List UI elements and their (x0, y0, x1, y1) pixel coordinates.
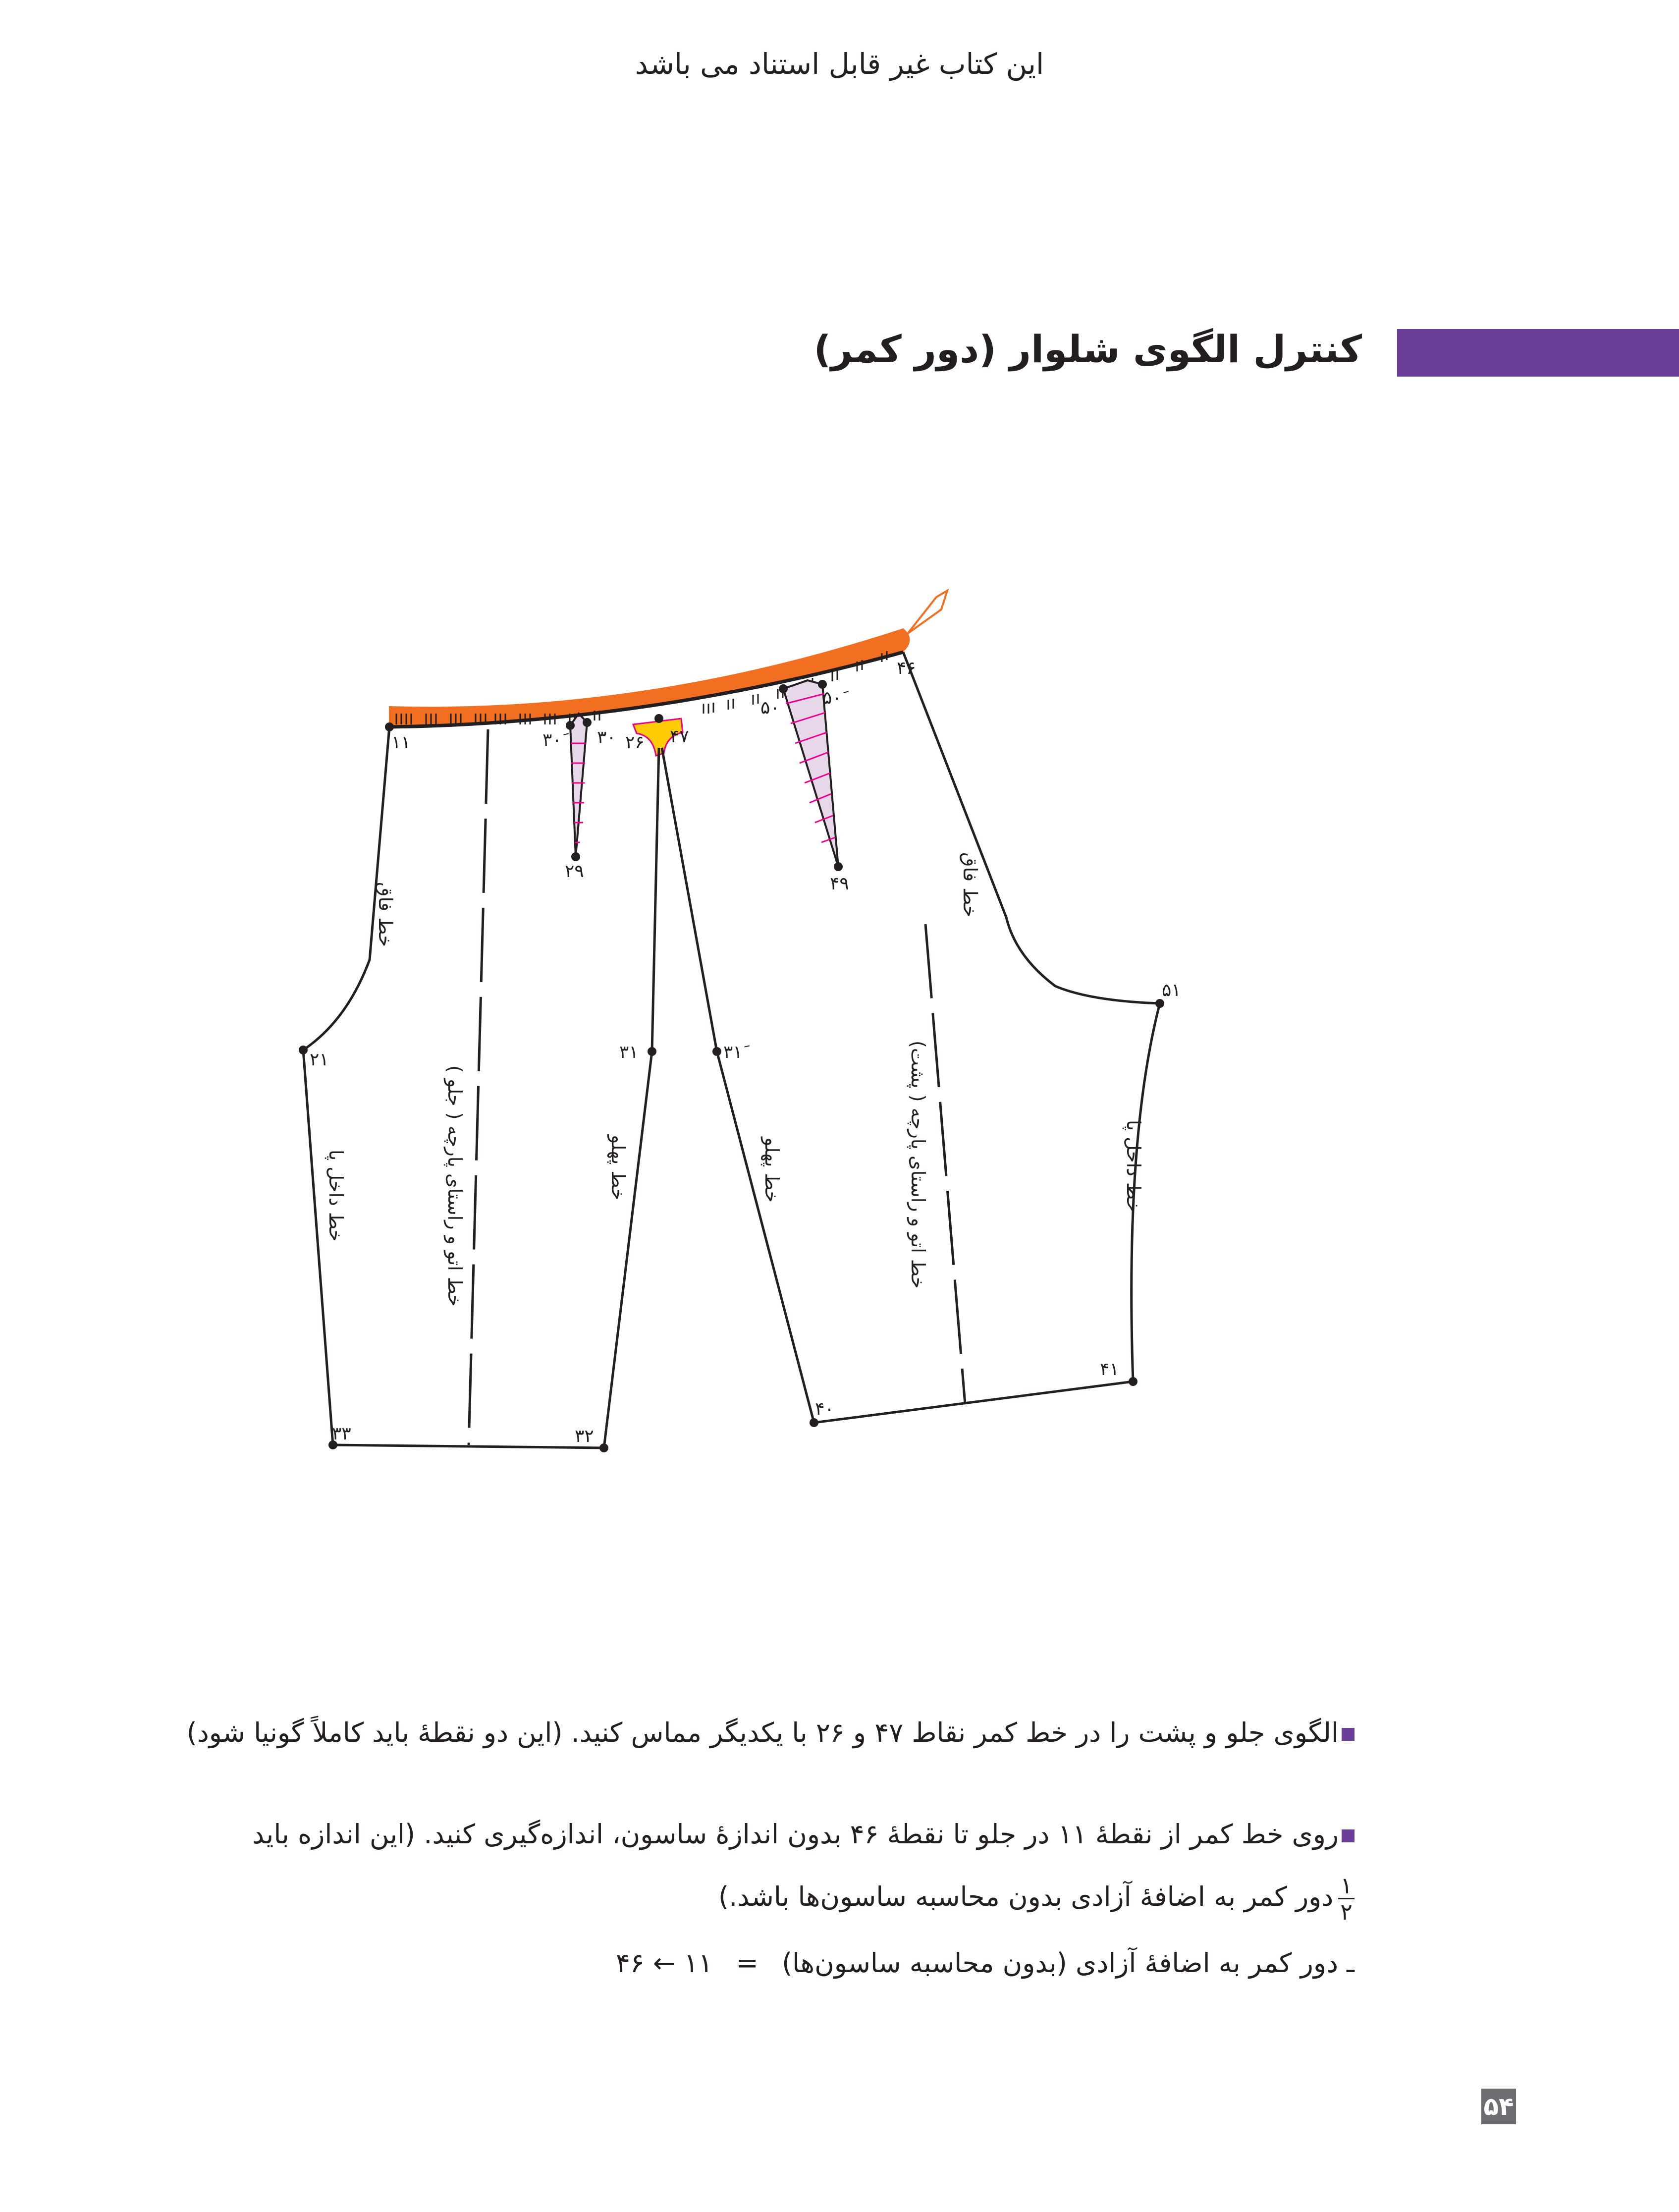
section-title: کنترل الگوی شلوار (دور کمر) (813, 327, 1362, 371)
tape-end-icon (903, 591, 947, 639)
label-side-back: خط پهلو (761, 1137, 783, 1203)
point-30-prime: ۳۰َ (542, 730, 562, 750)
front-piece-outline (303, 727, 659, 1448)
point-29: ۲۹ (565, 861, 584, 882)
point-51: ۵۱ (1162, 980, 1181, 1000)
label-grain-back: خط اتو و راستای پارچه ( پشت) (907, 1041, 929, 1289)
point-26: ۲۶ (625, 732, 645, 753)
label-crotch-back: خط فاق (959, 852, 981, 917)
instruction-1-text: الگوی جلو و پشت را در خط کمر نقاط ۴۷ و ۲۶ با یکدیگر مماس کنید. (این دو نقطهٔ باید کاملاً گونیا شود) (186, 1717, 1339, 1748)
waist-formula (616, 1947, 1354, 1979)
back-grain-line (925, 924, 965, 1404)
point-31: ۳۱ (619, 1042, 639, 1062)
point-50: ۵۰ (760, 698, 780, 718)
instruction-1 (121, 1707, 1354, 1758)
page-number: ۵۴ (1481, 2089, 1516, 2124)
point-33: ۳۳ (332, 1424, 351, 1444)
point-47: ۴۷ (670, 726, 689, 747)
formula-value: ۱۱ ← ۴۶ (615, 1947, 713, 1979)
front-dart (570, 714, 587, 857)
point-50-prime: ۵۰َ (822, 688, 842, 708)
fraction-half (1338, 1873, 1354, 1924)
instruction-2-text: روی خط کمر از نقطهٔ ۱۱ در جلو تا نقطهٔ ۴۶ بدون اندازهٔ ساسون، اندازه‌گیری کنید. (این اندازه باید (252, 1819, 1339, 1850)
instruction-2 (121, 1809, 1354, 1860)
formula-equals: = (736, 1947, 758, 1979)
fraction-denominator: ۲ (1340, 1898, 1353, 1925)
label-inseam-back: خط داخل پا (1123, 1120, 1144, 1212)
label-inseam-front: خط داخل پا (325, 1150, 347, 1242)
label-grain-front: خط اتو و راستای پارچه ( جلو ) (444, 1065, 466, 1307)
point-41: ۴۱ (1100, 1359, 1119, 1380)
point-21: ۲۱ (310, 1050, 329, 1070)
back-piece-outline (662, 652, 1160, 1423)
label-side-front: خط پهلو (607, 1135, 629, 1200)
point-49: ۴۹ (830, 874, 849, 894)
pattern-points (299, 680, 1164, 1452)
fraction-numerator: ۱ (1338, 1873, 1354, 1899)
point-30: ۳۰ (597, 727, 616, 748)
point-32: ۳۲ (575, 1426, 594, 1446)
point-31-prime: ۳۱َ (723, 1042, 743, 1062)
bullet-icon (1342, 1728, 1354, 1741)
instruction-2-cont-text: دور کمر به اضافهٔ آزادی بدون محاسبه ساسون‌ها باشد.) (718, 1881, 1334, 1913)
front-grain-line (469, 729, 488, 1445)
label-crotch-front: خط فاق (375, 882, 396, 947)
point-46: ۴۶ (897, 658, 916, 678)
instruction-2-continued (121, 1873, 1354, 1924)
bullet-icon (1342, 1829, 1354, 1842)
point-40: ۴۰ (815, 1399, 834, 1419)
point-11: ۱۱ (391, 732, 411, 753)
header-note: این کتاب غیر قابل استناد می باشد (635, 47, 1044, 81)
formula-label: ـ دور کمر به اضافهٔ آزادی (بدون محاسبه ساسون‌ها) (782, 1947, 1354, 1979)
